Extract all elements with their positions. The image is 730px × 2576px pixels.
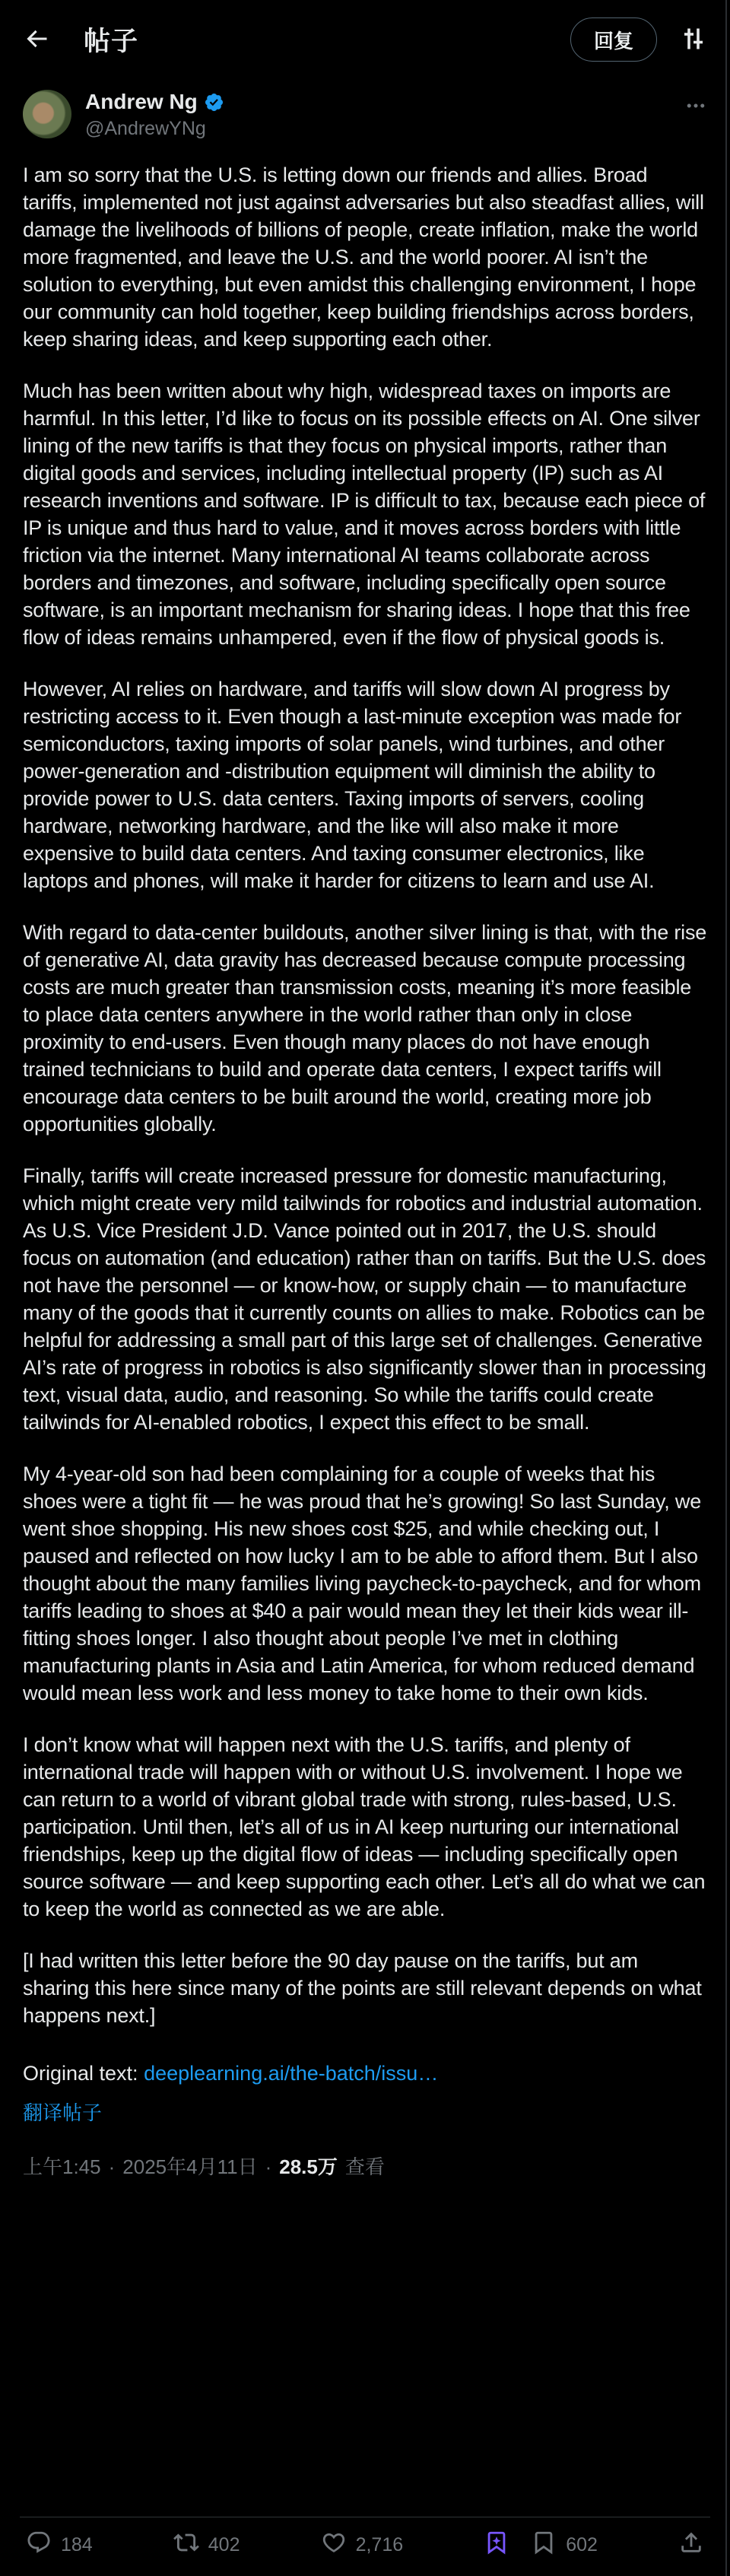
views-label: 查看 xyxy=(344,2155,385,2178)
original-text-link[interactable]: deeplearning.ai/the-batch/issu… xyxy=(144,2062,439,2085)
avatar[interactable] xyxy=(23,90,71,138)
bookmark-count: 602 xyxy=(566,2534,598,2555)
post-paragraph: However, AI relies on hardware, and tariffs will slow down AI progress by restricting access to it. Even though a last-minute exception was made for semiconductors, taxing imports of solar panels, wind turbines, and other power-generation and -distribution equipment will diminish the ability to provide power to U.S. data centers. Taxing imports of servers, cooling hardware, networking hardware, and the like will also make it more expensive to build data centers. And taxing consumer electronics, like laptops and phones, will make it harder for citizens to learn and use AI. xyxy=(23,678,682,892)
author-handle[interactable]: @AndrewYNg xyxy=(85,118,206,139)
post-footer xyxy=(0,2517,730,2576)
meta-dot: · xyxy=(265,2155,272,2178)
post-meta-row xyxy=(0,2126,730,2180)
header-bar xyxy=(0,0,730,79)
like-button[interactable] xyxy=(321,2530,404,2561)
timeline-settings-button[interactable] xyxy=(680,25,707,55)
back-button[interactable] xyxy=(23,25,50,55)
action-bar xyxy=(0,2517,730,2576)
share-button[interactable] xyxy=(678,2530,704,2561)
post-paragraph: My 4-year-old son had been complaining for a couple of weeks that his shoes were a tight fit — he was proud that he’s growing! So last Sunday, we went shoe shopping. His new shoes cost $25, and while checking out, I paused and reflected on how lucky I am to be able to afford them. But I also thought about the many families living paycheck-to-paycheck, and for whom tariffs leading to shoes at $40 a pair would mean they let their kids wear ill-fitting shoes longer. I also thought about people I’ve met in clothing manufacturing plants in Asia and Latin America, for whom reduced demand would mean less work and less money to take home to their own kids. xyxy=(23,1463,702,1704)
verified-badge-icon xyxy=(204,92,224,113)
grok-highlight-bookmark-icon xyxy=(484,2530,509,2561)
bookmark-icon xyxy=(531,2530,557,2561)
grok-highlight-button[interactable] xyxy=(484,2530,509,2561)
page-title: 帖子 xyxy=(84,27,139,56)
more-ellipsis-icon xyxy=(684,94,707,119)
heart-icon xyxy=(321,2530,347,2561)
repost-icon xyxy=(173,2530,199,2561)
post-date: 2025年4月11日 xyxy=(122,2155,258,2178)
meta-dot: · xyxy=(108,2155,116,2178)
back-arrow-icon xyxy=(23,25,50,55)
original-text-label: Original text: xyxy=(23,2062,138,2085)
post-paragraph: [I had written this letter before the 90 day pause on the tariffs, but am sharing this here since many of the points are still relevant depends on what happens next.] xyxy=(23,1949,702,2027)
author-name[interactable]: Andrew Ng xyxy=(85,90,198,113)
post-paragraph: Much has been written about why high, widespread taxes on imports are harmful. In this letter, I’d like to focus on its possible effects on AI. One silver lining of the new tariffs is that they focus on physical imports, rather than digital goods and services, including intellectual property (IP) such as AI research inventions and software. IP is difficult to tax, because each piece of IP is unique and thus hard to value, and it moves across borders with little friction via the internet. Many international AI teams collaborate across borders and timezones, and software, including specifically open source software, is an important mechanism for sharing ideas. I hope that this free flow of ideas remains unhampered, even if the flow of physical goods is. xyxy=(23,380,706,649)
original-text-line xyxy=(0,2053,730,2087)
share-icon xyxy=(678,2530,704,2561)
bookmark-group xyxy=(484,2530,598,2561)
like-count: 2,716 xyxy=(355,2534,404,2555)
bookmark-button[interactable] xyxy=(531,2530,598,2561)
translate-post-link[interactable]: 翻译帖子 xyxy=(23,2101,103,2124)
repost-count: 402 xyxy=(208,2534,240,2555)
reply-count: 184 xyxy=(61,2534,93,2555)
post-paragraph: I am so sorry that the U.S. is letting down our friends and allies. Broad tariffs, implemented not just against adversaries but also steadfast allies, will damage the livelihoods of billions of people, create inflation, make the world more fragmented, and leave the U.S. and the world poorer. AI isn’t the solution to everything, but even amidst this challenging environment, I hope our community can hold together, keep building friendships across borders, keep sharing ideas, and keep supporting each other. xyxy=(23,164,704,351)
reply-button[interactable] xyxy=(26,2530,93,2561)
reply-pill-button[interactable]: 回复 xyxy=(570,17,657,62)
right-edge-divider xyxy=(725,0,727,2576)
post-text xyxy=(0,140,730,2029)
more-button[interactable] xyxy=(684,94,707,119)
timeline-settings-sliders-icon xyxy=(680,25,707,55)
views-count: 28.5万 xyxy=(279,2155,338,2178)
post-paragraph: I don’t know what will happen next with the U.S. tariffs, and plenty of international trade will happen with or without U.S. involvement. I hope we can return to a world of vibrant global trade with strong, rules-based, U.S. participation. Until then, let’s all of us in AI keep nurturing our international friendships, keep up the digital flow of ideas — including specifically open source software — and keep supporting each other. Let’s all do what we can to keep the world as connected as we are able. xyxy=(23,1733,706,1920)
post-paragraph: With regard to data-center buildouts, another silver lining is that, with the rise of generative AI, data gravity has decreased because compute processing costs are much greater than transmission costs, meaning it’s more feasible to place data centers anywhere in the world rather than only in close proximity to end-users. Even though many places do not have enough trained technicians to build and operate data centers, I expect tariffs will encourage data centers to be built around the world, creating more job opportunities globally. xyxy=(23,921,707,1136)
author-row xyxy=(0,79,730,140)
repost-button[interactable] xyxy=(173,2530,240,2561)
post-time: 上午1:45 xyxy=(23,2155,101,2178)
post-paragraph: Finally, tariffs will create increased pressure for domestic manufacturing, which might create very mild tailwinds for robotics and industrial automation. As U.S. Vice President J.D. Vance pointed out in 2017, the U.S. should focus on automation (and education) rather than on tariffs. But the U.S. does not have the personnel — or know-how, or supply chain — to manufacture many of the goods that it currently counts on allies to make. Robotics can be helpful for addressing a small part of this large set of challenges. Generative AI’s rate of progress in robotics is also significantly slower than in processing text, visual data, audio, and reasoning. So while the tariffs could create tailwinds for AI-enabled robotics, I expect this effect to be small. xyxy=(23,1164,706,1434)
reply-bubble-icon xyxy=(26,2530,52,2561)
